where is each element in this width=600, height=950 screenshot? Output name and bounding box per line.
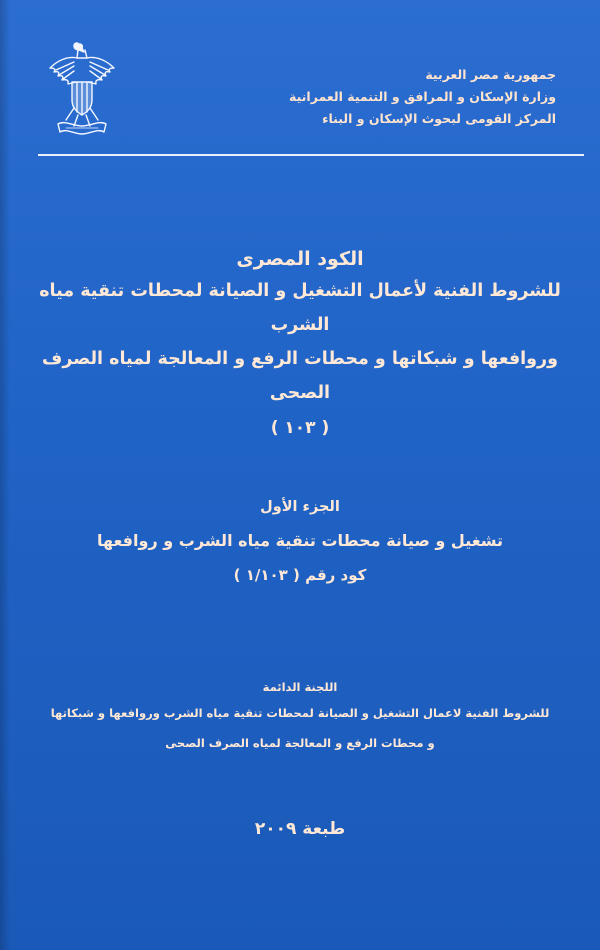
spine-shadow <box>0 0 10 950</box>
part-section <box>20 490 580 592</box>
eagle-emblem-icon <box>44 38 120 146</box>
title-line-1: الكود المصرى <box>236 248 364 270</box>
code-number: ( ١٠٣ ) <box>270 418 330 438</box>
part-heading: الجزء الأول <box>260 499 340 515</box>
edition-label: طبعة ٢٠٠٩ <box>254 819 346 839</box>
committee-line-2: و محطات الرفع و المعالجة لمياه الصرف الصحى <box>165 736 435 750</box>
title-line-3: وروافعها و شبكاتها و محطات الرفع و المعالجة لمياه الصرف الصحى <box>42 349 558 403</box>
committee-heading: اللجنة الدائمة <box>262 680 338 694</box>
header-divider <box>38 154 584 156</box>
title-line-2: للشروط الفنية لأعمال التشغيل و الصيانة لمحطات تنقية مياه الشرب <box>39 281 561 335</box>
ministry-header <box>236 64 556 130</box>
part-code-number: كود رقم ( ١/١٠٣ ) <box>233 566 367 584</box>
committee-section <box>20 676 580 758</box>
part-title: تشغيل و صيانة محطات تنقية مياه الشرب و روافعها <box>96 531 504 550</box>
header-center: المركز القومى لبحوث الإسكان و البناء <box>322 111 556 126</box>
header-ministry: وزارة الإسكان و المرافق و التنمية العمرانية <box>289 89 556 104</box>
committee-line-1: للشروط الفنية لاعمال التشغيل و الصيانة لمحطات تنقية مياه الشرب وروافعها و شبكاتها <box>50 706 550 720</box>
header-country: جمهورية مصر العربية <box>425 67 556 82</box>
code-title <box>20 244 580 446</box>
